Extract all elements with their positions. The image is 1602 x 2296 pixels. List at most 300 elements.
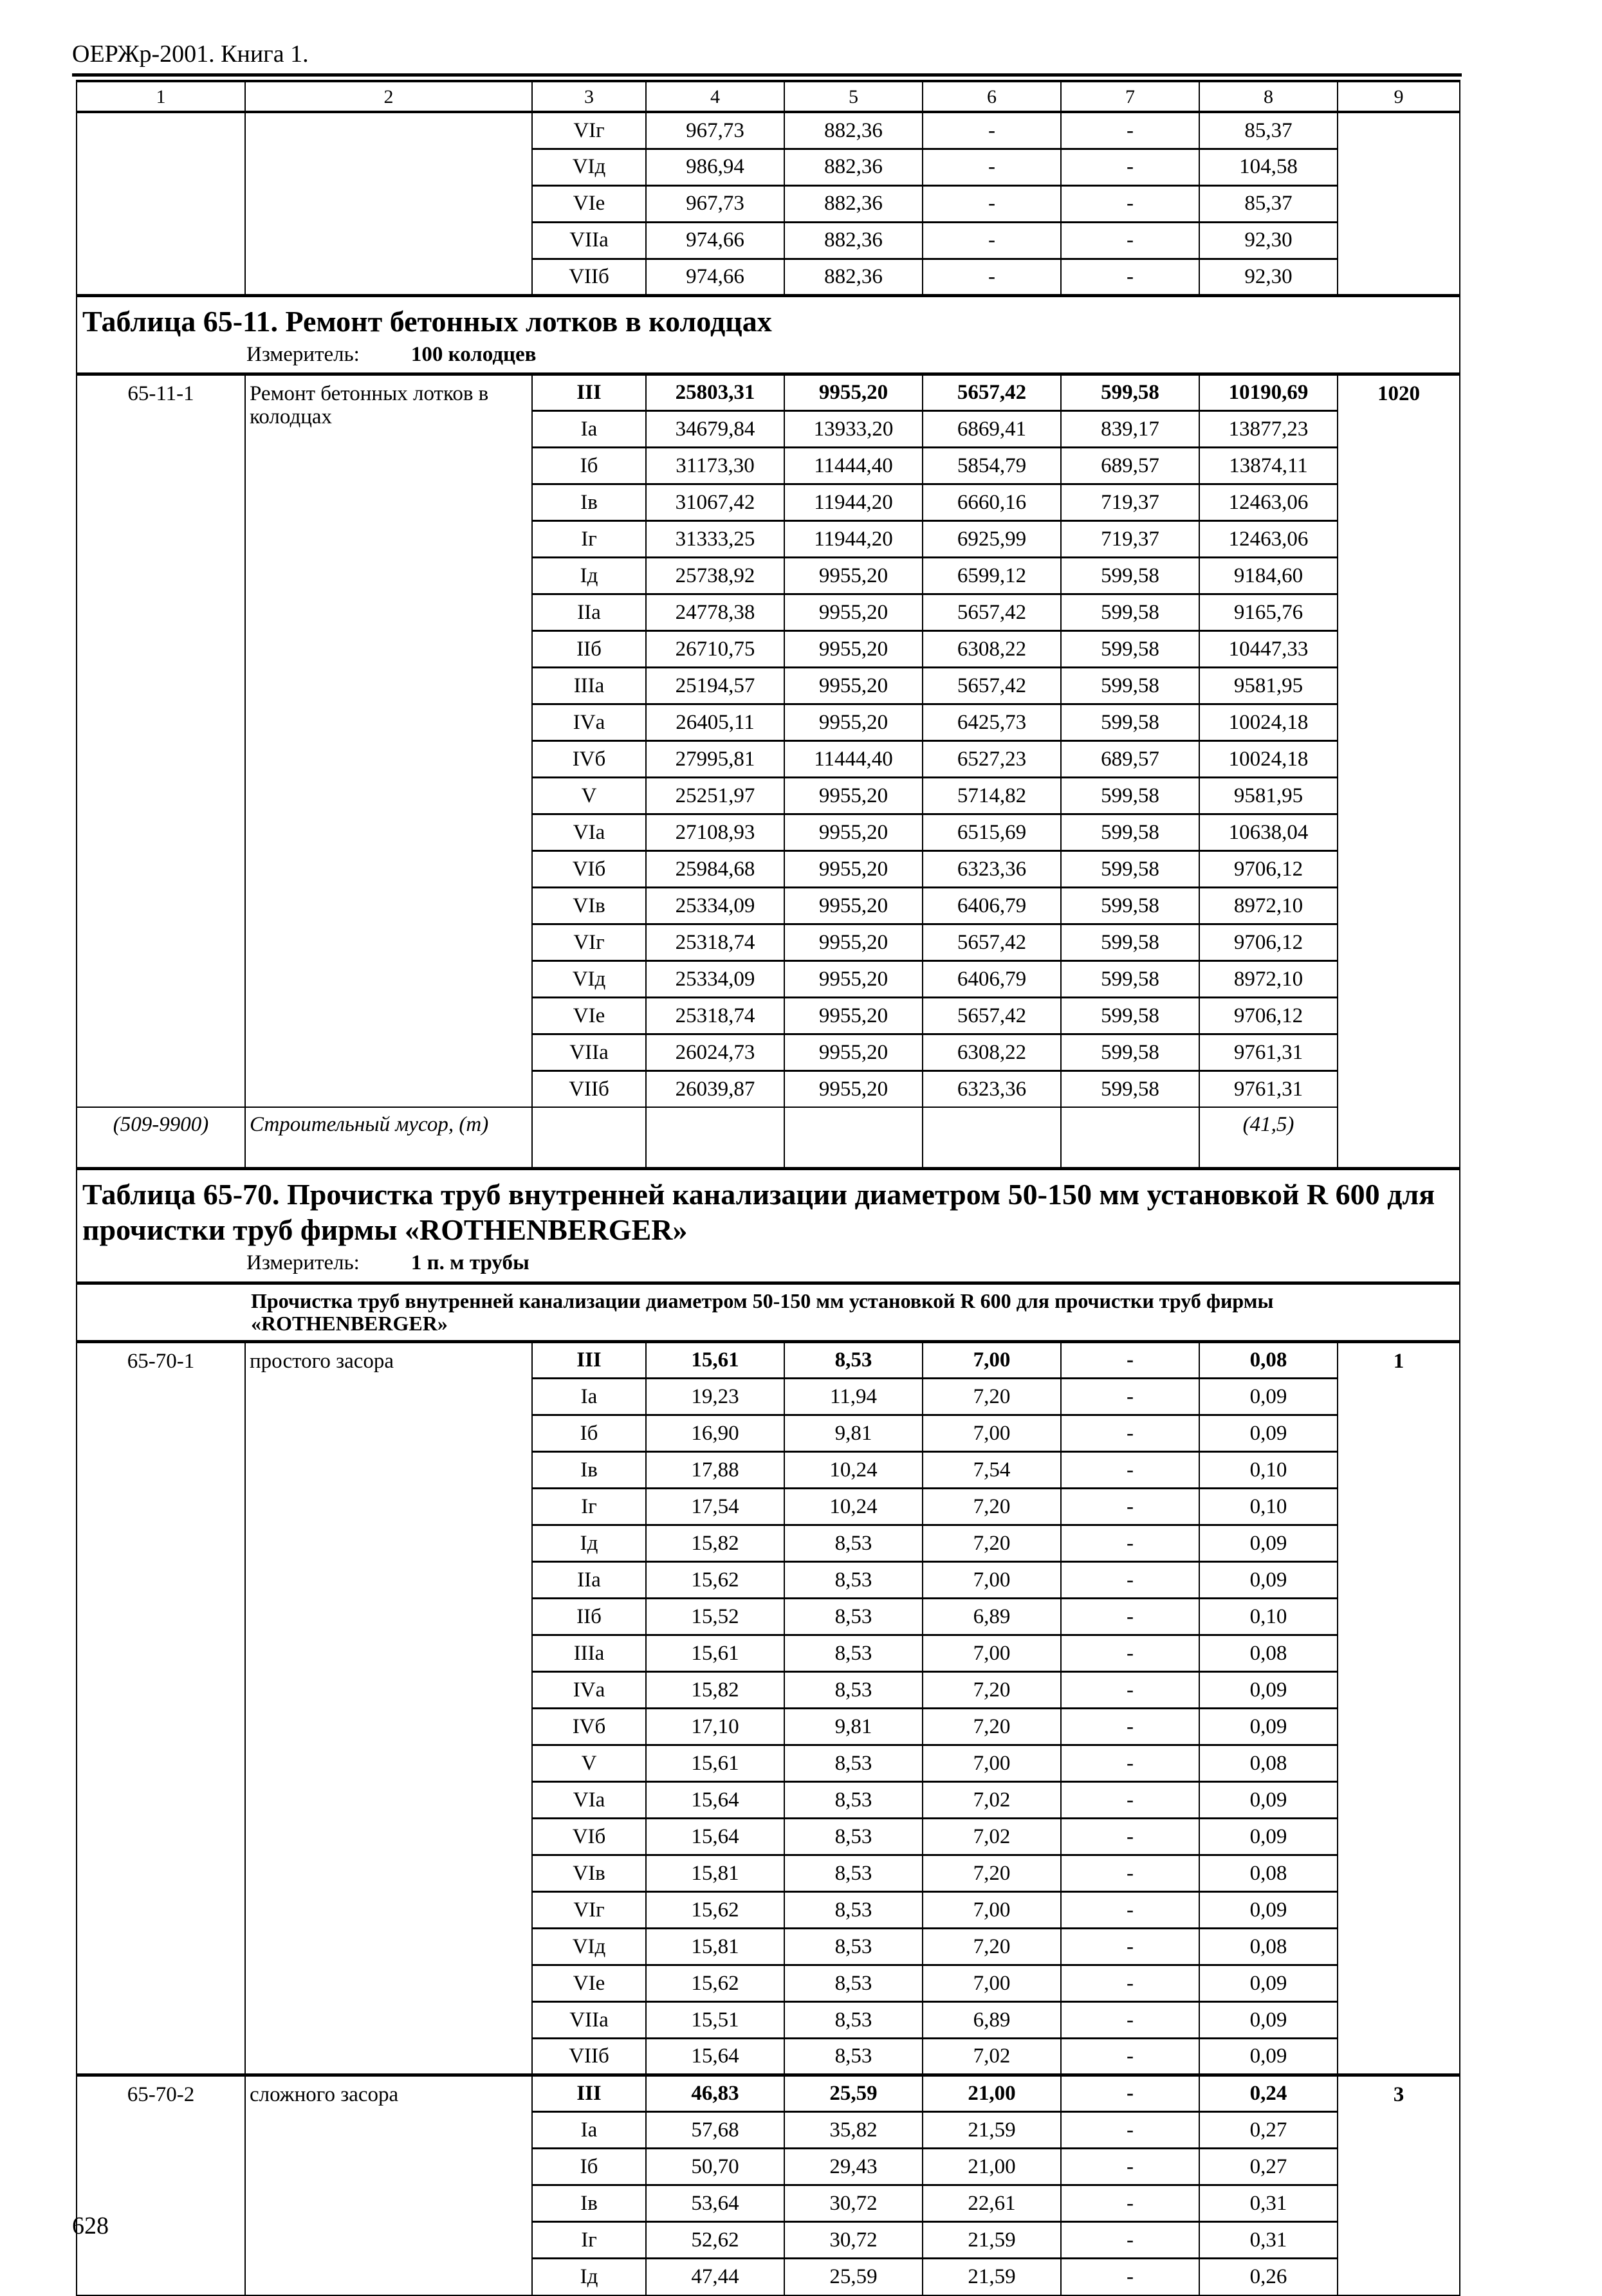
value-cell: 24778,38 <box>646 594 784 630</box>
value-cell: - <box>1061 1635 1199 1672</box>
zone-cell: VIа <box>532 814 646 850</box>
zone-cell: VIб <box>532 1819 646 1855</box>
table-title-row <box>77 295 1460 374</box>
value-cell: - <box>1061 222 1199 259</box>
table-title: Таблица 65-70. Прочистка труб внутренней канализации диаметром 50-150 мм установкой R 600 для прочистки труб фирмы «ROTHENBERGER» <box>82 1177 1435 1247</box>
value-cell: 7,20 <box>923 1489 1061 1525</box>
value-cell: 15,61 <box>646 1635 784 1672</box>
value-cell: 0,31 <box>1199 2185 1338 2222</box>
value-cell: 27995,81 <box>646 740 784 777</box>
value-cell: 11944,20 <box>784 484 923 520</box>
value-cell: 11444,40 <box>784 447 923 484</box>
value-cell: 15,62 <box>646 1965 784 2002</box>
table-row <box>77 112 1460 149</box>
value-cell: 6406,79 <box>923 960 1061 997</box>
item-code: 65-70-1 <box>77 1342 245 2075</box>
value-cell: 10190,69 <box>1199 374 1338 410</box>
waste-code: (509-9900) <box>77 1107 245 1168</box>
value-cell: 9706,12 <box>1199 924 1338 960</box>
empty-cell <box>646 1107 784 1168</box>
value-cell: 15,51 <box>646 2002 784 2039</box>
value-cell: 8,53 <box>784 1819 923 1855</box>
value-cell: 25334,09 <box>646 887 784 924</box>
zone-cell: Iг <box>532 2222 646 2259</box>
value-cell: 92,30 <box>1199 259 1338 295</box>
zone-cell: IIа <box>532 594 646 630</box>
value-cell: 599,58 <box>1061 1034 1199 1070</box>
value-cell: 27108,93 <box>646 814 784 850</box>
zone-cell: Iв <box>532 484 646 520</box>
value-cell: - <box>1061 1892 1199 1929</box>
value-cell: 974,66 <box>646 222 784 259</box>
value-cell: 0,27 <box>1199 2112 1338 2149</box>
value-cell: - <box>1061 1929 1199 1965</box>
value-cell: 8,53 <box>784 1782 923 1819</box>
value-cell: 26024,73 <box>646 1034 784 1070</box>
value-cell: - <box>1061 2112 1199 2149</box>
value-cell: 6,89 <box>923 1599 1061 1635</box>
value-cell: 839,17 <box>1061 410 1199 447</box>
value-cell: 26405,11 <box>646 704 784 740</box>
value-cell: 17,10 <box>646 1709 784 1745</box>
column-number: 1 <box>77 81 245 112</box>
value-cell: 6308,22 <box>923 630 1061 667</box>
zone-cell: VIIб <box>532 2039 646 2075</box>
value-cell: 7,00 <box>923 1342 1061 1379</box>
zone-cell: VIд <box>532 149 646 185</box>
value-cell: 25318,74 <box>646 997 784 1034</box>
value-cell: 8972,10 <box>1199 960 1338 997</box>
value-cell: 9,81 <box>784 1415 923 1452</box>
value-cell: 25984,68 <box>646 850 784 887</box>
value-cell: 6308,22 <box>923 1034 1061 1070</box>
zone-cell: VIд <box>532 1929 646 1965</box>
zone-cell: Iб <box>532 1415 646 1452</box>
value-cell: - <box>1061 1782 1199 1819</box>
table-title-block <box>77 1168 1460 1283</box>
zone-cell: VIIб <box>532 1070 646 1107</box>
value-cell: - <box>923 112 1061 149</box>
value-cell: 30,72 <box>784 2185 923 2222</box>
value-cell: 8,53 <box>784 1855 923 1892</box>
value-cell: - <box>923 259 1061 295</box>
value-cell: 9761,31 <box>1199 1070 1338 1107</box>
value-cell: 31333,25 <box>646 520 784 557</box>
value-cell: 85,37 <box>1199 112 1338 149</box>
zone-cell: III <box>532 374 646 410</box>
zone-cell: V <box>532 1745 646 1782</box>
code-cell <box>77 112 245 295</box>
zone-cell: V <box>532 777 646 814</box>
value-cell: 0,26 <box>1199 2259 1338 2295</box>
value-cell: 11944,20 <box>784 520 923 557</box>
measure-value: 100 колодцев <box>410 342 537 366</box>
value-cell: 0,08 <box>1199 1342 1338 1379</box>
value-cell: - <box>923 149 1061 185</box>
value-cell: 15,61 <box>646 1342 784 1379</box>
zone-cell: VIе <box>532 1965 646 2002</box>
value-cell: 599,58 <box>1061 667 1199 704</box>
value-cell: 599,58 <box>1061 887 1199 924</box>
price-table <box>76 80 1460 2296</box>
value-cell: 25334,09 <box>646 960 784 997</box>
value-cell: 17,54 <box>646 1489 784 1525</box>
value-cell: - <box>1061 2185 1199 2222</box>
value-cell: 0,09 <box>1199 1965 1338 2002</box>
value-cell: 6323,36 <box>923 1070 1061 1107</box>
value-cell: 26039,87 <box>646 1070 784 1107</box>
value-cell: 882,36 <box>784 185 923 222</box>
value-cell: - <box>1061 1562 1199 1599</box>
value-cell: 6660,16 <box>923 484 1061 520</box>
value-cell: 9955,20 <box>784 667 923 704</box>
zone-cell: VIг <box>532 1892 646 1929</box>
value-cell: 15,82 <box>646 1672 784 1709</box>
value-cell: 0,09 <box>1199 1415 1338 1452</box>
value-cell: 8,53 <box>784 1929 923 1965</box>
item-name: простого засора <box>245 1342 532 2075</box>
value-cell: 6406,79 <box>923 887 1061 924</box>
value-cell: 599,58 <box>1061 704 1199 740</box>
zone-cell: Iв <box>532 1452 646 1489</box>
zone-cell: VIIа <box>532 222 646 259</box>
value-cell: 0,09 <box>1199 2002 1338 2039</box>
value-cell: 0,08 <box>1199 1929 1338 1965</box>
value-cell: 6599,12 <box>923 557 1061 594</box>
zone-cell: VIа <box>532 1782 646 1819</box>
value-cell: 8,53 <box>784 1892 923 1929</box>
value-cell: - <box>1061 1599 1199 1635</box>
value-cell: 15,64 <box>646 1819 784 1855</box>
zone-cell: VIIб <box>532 259 646 295</box>
value-cell: 967,73 <box>646 112 784 149</box>
value-cell: 11444,40 <box>784 740 923 777</box>
table-row <box>77 2075 1460 2112</box>
value-cell: 8,53 <box>784 1745 923 1782</box>
value-cell: 10447,33 <box>1199 630 1338 667</box>
value-cell: 599,58 <box>1061 594 1199 630</box>
zone-cell: Iд <box>532 1525 646 1562</box>
value-cell: 6515,69 <box>923 814 1061 850</box>
subheading-row <box>77 1283 1460 1341</box>
value-cell: 7,00 <box>923 1635 1061 1672</box>
zone-cell: Iб <box>532 447 646 484</box>
value-cell: 7,00 <box>923 1562 1061 1599</box>
zone-cell: IVб <box>532 740 646 777</box>
header-rule <box>72 73 1462 77</box>
zone-cell: Iв <box>532 2185 646 2222</box>
value-cell: - <box>1061 185 1199 222</box>
value-cell: 8,53 <box>784 2002 923 2039</box>
value-cell: 5854,79 <box>923 447 1061 484</box>
value-cell: 0,09 <box>1199 1525 1338 1562</box>
value-cell: 7,20 <box>923 1525 1061 1562</box>
value-cell: 7,20 <box>923 1855 1061 1892</box>
table-row <box>77 374 1460 410</box>
value-cell: 0,10 <box>1199 1599 1338 1635</box>
value-cell: 13874,11 <box>1199 447 1338 484</box>
item-name: Ремонт бетонных лотков в колодцах <box>245 374 532 1107</box>
value-cell: 57,68 <box>646 2112 784 2149</box>
value-cell: 7,02 <box>923 2039 1061 2075</box>
value-cell: 882,36 <box>784 149 923 185</box>
value-cell: 0,09 <box>1199 1672 1338 1709</box>
value-cell: 15,82 <box>646 1525 784 1562</box>
value-cell: 21,59 <box>923 2222 1061 2259</box>
value-cell: 5714,82 <box>923 777 1061 814</box>
value-cell: 25803,31 <box>646 374 784 410</box>
value-cell: 0,09 <box>1199 1892 1338 1929</box>
zone-cell: VIIа <box>532 2002 646 2039</box>
value-cell: - <box>923 185 1061 222</box>
value-cell: 12463,06 <box>1199 484 1338 520</box>
value-cell: 85,37 <box>1199 185 1338 222</box>
zone-cell: IIа <box>532 1562 646 1599</box>
measure-label: Измеритель: <box>246 342 360 366</box>
value-cell: 21,00 <box>923 2075 1061 2112</box>
zone-cell: IVа <box>532 1672 646 1709</box>
value-cell: 9955,20 <box>784 704 923 740</box>
value-cell: 0,09 <box>1199 1782 1338 1819</box>
value-cell: 25251,97 <box>646 777 784 814</box>
value-cell: 719,37 <box>1061 484 1199 520</box>
zone-cell: IIIа <box>532 1635 646 1672</box>
value-cell: 719,37 <box>1061 520 1199 557</box>
value-cell: 6323,36 <box>923 850 1061 887</box>
value-cell: - <box>1061 2149 1199 2185</box>
value-cell: 13933,20 <box>784 410 923 447</box>
table-body <box>77 81 1460 2295</box>
value-cell: 5657,42 <box>923 924 1061 960</box>
value-cell: 26710,75 <box>646 630 784 667</box>
value-cell: 10,24 <box>784 1452 923 1489</box>
item-code: 65-70-2 <box>77 2075 245 2295</box>
value-cell: 599,58 <box>1061 777 1199 814</box>
value-cell: 7,20 <box>923 1929 1061 1965</box>
zone-cell: Iа <box>532 1379 646 1415</box>
value-cell: 8,53 <box>784 1672 923 1709</box>
value-cell: 6,89 <box>923 2002 1061 2039</box>
value-cell: 22,61 <box>923 2185 1061 2222</box>
zone-cell: VIб <box>532 850 646 887</box>
value-cell: 689,57 <box>1061 447 1199 484</box>
value-cell: 8972,10 <box>1199 887 1338 924</box>
empty-cell <box>532 1107 646 1168</box>
item-col9: 1020 <box>1338 374 1460 1168</box>
zone-cell: VIв <box>532 1855 646 1892</box>
value-cell: 25738,92 <box>646 557 784 594</box>
name-cell <box>245 112 532 295</box>
measure-line <box>246 343 1454 366</box>
value-cell: 0,09 <box>1199 1819 1338 1855</box>
value-cell: - <box>923 222 1061 259</box>
value-cell: - <box>1061 259 1199 295</box>
value-cell: 15,61 <box>646 1745 784 1782</box>
column-number: 7 <box>1061 81 1199 112</box>
zone-cell: VIе <box>532 997 646 1034</box>
value-cell: 8,53 <box>784 1342 923 1379</box>
value-cell: 5657,42 <box>923 667 1061 704</box>
value-cell: 34679,84 <box>646 410 784 447</box>
value-cell: 9955,20 <box>784 630 923 667</box>
value-cell: 50,70 <box>646 2149 784 2185</box>
column-number-row <box>77 81 1460 112</box>
value-cell: 21,00 <box>923 2149 1061 2185</box>
value-cell: 17,88 <box>646 1452 784 1489</box>
value-cell: 599,58 <box>1061 557 1199 594</box>
zone-cell: IVа <box>532 704 646 740</box>
value-cell: 8,53 <box>784 1525 923 1562</box>
value-cell: - <box>1061 2039 1199 2075</box>
item-name: сложного засора <box>245 2075 532 2295</box>
measure-label: Измеритель: <box>246 1251 360 1275</box>
zone-cell: IVб <box>532 1709 646 1745</box>
zone-cell: Iа <box>532 410 646 447</box>
value-cell: 9165,76 <box>1199 594 1338 630</box>
value-cell: 15,81 <box>646 1929 784 1965</box>
zone-cell: Iд <box>532 557 646 594</box>
value-cell: 7,20 <box>923 1379 1061 1415</box>
value-cell: - <box>1061 2222 1199 2259</box>
column-number: 9 <box>1338 81 1460 112</box>
zone-cell: IIб <box>532 630 646 667</box>
measure-line <box>246 1251 1454 1274</box>
zone-cell: VIд <box>532 960 646 997</box>
value-cell: 0,08 <box>1199 1635 1338 1672</box>
value-cell: 12463,06 <box>1199 520 1338 557</box>
value-cell: 9955,20 <box>784 1034 923 1070</box>
zone-cell: VIе <box>532 185 646 222</box>
value-cell: 8,53 <box>784 1965 923 2002</box>
value-cell: 0,10 <box>1199 1489 1338 1525</box>
value-cell: 9581,95 <box>1199 667 1338 704</box>
value-cell: 9761,31 <box>1199 1034 1338 1070</box>
value-cell: 47,44 <box>646 2259 784 2295</box>
zone-cell: VIIа <box>532 1034 646 1070</box>
value-cell: 25194,57 <box>646 667 784 704</box>
zone-cell: Iб <box>532 2149 646 2185</box>
waste-row <box>77 1107 1460 1168</box>
value-cell: 9706,12 <box>1199 850 1338 887</box>
value-cell: 974,66 <box>646 259 784 295</box>
table-title: Таблица 65-11. Ремонт бетонных лотков в колодцах <box>82 304 772 338</box>
value-cell: - <box>1061 1525 1199 1562</box>
value-cell: 9955,20 <box>784 557 923 594</box>
value-cell: 15,62 <box>646 1562 784 1599</box>
value-cell: 599,58 <box>1061 1070 1199 1107</box>
value-cell: 9706,12 <box>1199 997 1338 1034</box>
value-cell: 10024,18 <box>1199 740 1338 777</box>
page-number: 628 <box>72 2212 109 2239</box>
value-cell: 6925,99 <box>923 520 1061 557</box>
value-cell: - <box>1061 1452 1199 1489</box>
value-cell: 7,02 <box>923 1819 1061 1855</box>
value-cell: 25318,74 <box>646 924 784 960</box>
value-cell: 599,58 <box>1061 814 1199 850</box>
zone-cell: III <box>532 2075 646 2112</box>
value-cell: 0,27 <box>1199 2149 1338 2185</box>
value-cell: 7,00 <box>923 1892 1061 1929</box>
zone-cell: IIIа <box>532 667 646 704</box>
value-cell: 16,90 <box>646 1415 784 1452</box>
value-cell: 6869,41 <box>923 410 1061 447</box>
value-cell: 35,82 <box>784 2112 923 2149</box>
value-cell: 599,58 <box>1061 960 1199 997</box>
value-cell: 7,20 <box>923 1672 1061 1709</box>
item-col9: 3 <box>1338 2075 1460 2295</box>
value-cell: 0,08 <box>1199 1745 1338 1782</box>
value-cell: 19,23 <box>646 1379 784 1415</box>
value-cell: - <box>1061 1709 1199 1745</box>
column-number: 4 <box>646 81 784 112</box>
value-cell: 21,59 <box>923 2259 1061 2295</box>
zone-cell: IIб <box>532 1599 646 1635</box>
column-number: 6 <box>923 81 1061 112</box>
value-cell: 53,64 <box>646 2185 784 2222</box>
value-cell: - <box>1061 1745 1199 1782</box>
value-cell: 967,73 <box>646 185 784 222</box>
value-cell: 599,58 <box>1061 997 1199 1034</box>
value-cell: 11,94 <box>784 1379 923 1415</box>
value-cell: 9581,95 <box>1199 777 1338 814</box>
value-cell: 8,53 <box>784 1635 923 1672</box>
value-cell: 7,00 <box>923 1745 1061 1782</box>
value-cell: - <box>1061 149 1199 185</box>
value-cell: 9955,20 <box>784 997 923 1034</box>
value-cell: 0,08 <box>1199 1855 1338 1892</box>
value-cell: 9955,20 <box>784 1070 923 1107</box>
value-cell: 92,30 <box>1199 222 1338 259</box>
value-cell: 599,58 <box>1061 924 1199 960</box>
value-cell: - <box>1061 1489 1199 1525</box>
value-cell: 8,53 <box>784 1599 923 1635</box>
empty-cell <box>784 1107 923 1168</box>
table-subheading: Прочистка труб внутренней канализации диаметром 50-150 мм установкой R 600 для прочистки труб фирмы «ROTHENBERGER» <box>77 1283 1460 1341</box>
value-cell: - <box>1061 1855 1199 1892</box>
column-number: 5 <box>784 81 923 112</box>
value-cell: 10,24 <box>784 1489 923 1525</box>
value-cell: 9184,60 <box>1199 557 1338 594</box>
value-cell: 8,53 <box>784 1562 923 1599</box>
column-number: 3 <box>532 81 646 112</box>
zone-cell: VIг <box>532 924 646 960</box>
value-cell: 15,64 <box>646 1782 784 1819</box>
value-cell: - <box>1061 1379 1199 1415</box>
value-cell: 15,64 <box>646 2039 784 2075</box>
value-cell: 986,94 <box>646 149 784 185</box>
value-cell: 882,36 <box>784 222 923 259</box>
value-cell: 0,09 <box>1199 1709 1338 1745</box>
value-cell: 9955,20 <box>784 924 923 960</box>
value-cell: 6527,23 <box>923 740 1061 777</box>
value-cell: 9955,20 <box>784 814 923 850</box>
value-cell: 9955,20 <box>784 960 923 997</box>
value-cell: - <box>1061 2075 1199 2112</box>
value-cell: 13877,23 <box>1199 410 1338 447</box>
value-cell: 5657,42 <box>923 594 1061 630</box>
value-cell: 21,59 <box>923 2112 1061 2149</box>
zone-cell: III <box>532 1342 646 1379</box>
value-cell: - <box>1061 1965 1199 2002</box>
value-cell: 7,02 <box>923 1782 1061 1819</box>
value-cell: - <box>1061 112 1199 149</box>
value-cell: 9955,20 <box>784 777 923 814</box>
waste-value: (41,5) <box>1199 1107 1338 1168</box>
value-cell: 7,54 <box>923 1452 1061 1489</box>
value-cell: 31067,42 <box>646 484 784 520</box>
value-cell: 25,59 <box>784 2259 923 2295</box>
zone-cell: VIг <box>532 112 646 149</box>
